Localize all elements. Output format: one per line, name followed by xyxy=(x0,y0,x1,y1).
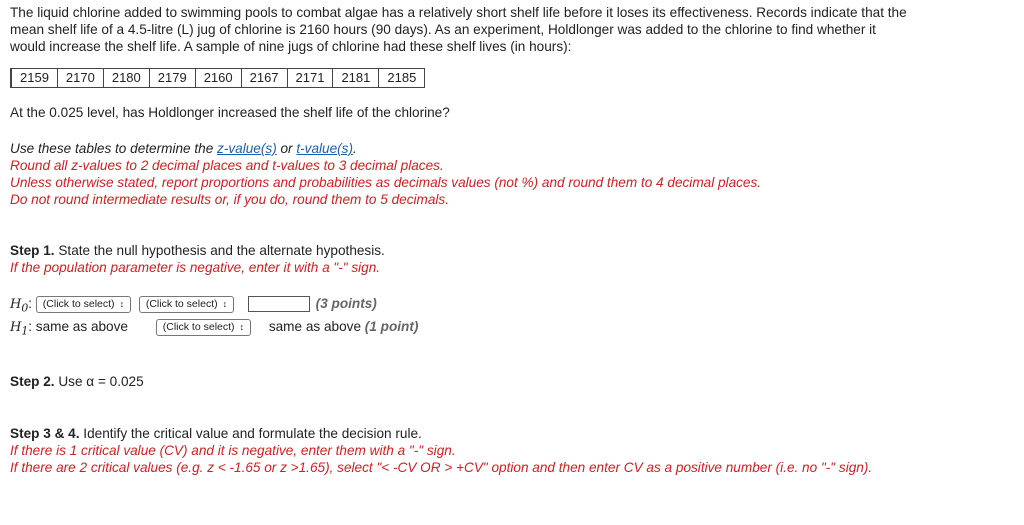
h0-subscript: 0 xyxy=(21,301,29,315)
h1-operator-select-text: (Click to select) xyxy=(162,320,235,333)
h1-points: (1 point) xyxy=(364,319,419,334)
h0-operator-select[interactable] xyxy=(139,296,234,313)
h0-row: $H_0$: (Click to select) ↕ (Click to select) ↕ (3 points) xyxy=(10,296,377,315)
problem-intro: The liquid chlorine added to swimming pools to combat algae has a relatively short shelf life before it loses its effectiveness. Records indicate that the mean shelf life of a 4.5-litre (L) jug of chlorine is 2160 hours (90 days). As an experiment, Holdlonger was added to the chlorine to find whether it would increase the shelf life. A sample of nine jugs of chlorine had these shelf lives (in hours): xyxy=(10,5,907,54)
intermediate-instruction: Do not round intermediate results or, if you do, round them to 5 decimals. xyxy=(10,192,450,207)
question-text: At the 0.025 level, has Holdlonger increased the shelf life of the chlorine? xyxy=(10,105,450,120)
step2-heading xyxy=(10,373,1014,390)
h0-parameter-select-text: (Click to select) xyxy=(42,297,115,310)
tables-note-prefix: Use these tables to determine the xyxy=(10,141,218,156)
step34-label: Step 3 & 4. xyxy=(10,426,80,441)
rounding-instruction: Round all z-values to 2 decimal places and t-values to 3 decimal places. xyxy=(10,158,444,173)
z-value-link[interactable]: z-value(s) xyxy=(217,141,277,156)
h1-same-text: : same as above xyxy=(28,319,128,334)
h1-value-text: same as above xyxy=(268,319,362,334)
h1-operator-select[interactable] xyxy=(156,319,251,336)
shelf-life-cell: 2159 xyxy=(11,69,57,88)
h1-row xyxy=(10,317,1014,337)
t-value-link[interactable]: t-value(s) xyxy=(296,141,354,156)
step1-label: Step 1. xyxy=(10,243,55,258)
step34-text: Identify the critical value and formulate the decision rule. xyxy=(79,426,422,441)
shelf-life-cell: 2185 xyxy=(379,69,425,88)
updown-arrow-icon: ↕ xyxy=(239,321,245,332)
shelf-life-cell: 2167 xyxy=(241,69,287,88)
updown-arrow-icon: ↕ xyxy=(119,298,125,309)
tables-note xyxy=(10,140,1014,157)
h0-label xyxy=(10,297,29,315)
step34-heading xyxy=(10,425,1014,442)
h0-parameter-select[interactable] xyxy=(36,296,131,313)
step2-label: Step 2. xyxy=(10,374,55,389)
h0-operator-select-text: (Click to select) xyxy=(145,297,218,310)
h0-value-input[interactable] xyxy=(248,296,310,312)
h0-points: (3 points) xyxy=(315,296,377,311)
shelf-life-table xyxy=(10,68,425,88)
shelf-life-cell: 2180 xyxy=(103,69,149,88)
h1-label xyxy=(10,320,29,338)
shelf-life-cell: 2181 xyxy=(333,69,379,88)
shelf-life-cell: 2179 xyxy=(149,69,195,88)
step1-hint: If the population parameter is negative, enter it with a "-" sign. xyxy=(10,260,381,275)
tables-note-or: or xyxy=(276,141,297,156)
problem-content xyxy=(10,4,1014,476)
h0-letter: H xyxy=(10,297,22,312)
step34-hint-2: If there are 2 critical values (e.g. z < -1.65 or z >1.65), select "< -CV OR > +CV" option and then enter CV as a positive number (i.e. no "-" sign). xyxy=(10,460,873,475)
shelf-life-cell: 2170 xyxy=(57,69,103,88)
proportion-instruction: Unless otherwise stated, report proportions and probabilities as decimals values (not %) and round them to 4 decimal places. xyxy=(10,175,762,190)
shelf-life-row xyxy=(11,69,425,88)
shelf-life-cell: 2171 xyxy=(287,69,333,88)
step34-hint-1: If there is 1 critical value (CV) and it is negative, enter them with a "-" sign. xyxy=(10,443,456,458)
updown-arrow-icon: ↕ xyxy=(222,298,228,309)
h1-letter: H xyxy=(10,320,22,335)
step2-text: Use α = 0.025 xyxy=(54,374,144,389)
tables-note-suffix: . xyxy=(353,141,357,156)
h1-subscript: 1 xyxy=(21,324,29,338)
shelf-life-cell: 2160 xyxy=(195,69,241,88)
step1-heading xyxy=(10,242,1014,259)
step1-text: State the null hypothesis and the alternate hypothesis. xyxy=(54,243,385,258)
